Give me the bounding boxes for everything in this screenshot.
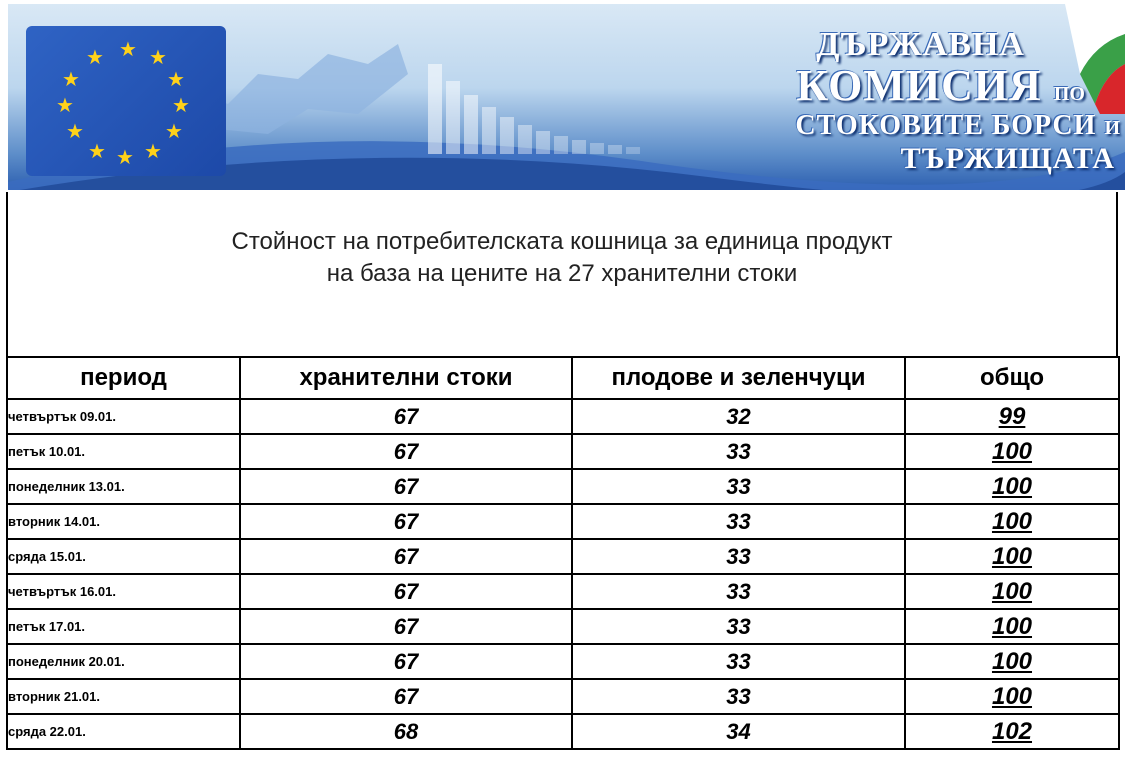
logo-line-2-small: ПО	[1053, 83, 1085, 105]
logo-line-2-main: КОМИСИЯ	[796, 61, 1042, 110]
svg-text:★: ★	[62, 67, 80, 91]
period-cell: сряда 15.01.	[7, 539, 240, 574]
svg-text:★: ★	[66, 119, 84, 143]
svg-text:★: ★	[88, 139, 106, 163]
svg-text:★: ★	[167, 67, 185, 91]
period-cell: сряда 22.01.	[7, 714, 240, 749]
logo-line-1: ДЪРЖАВНА	[816, 26, 1025, 63]
page-title-line-2: на база на цените на 27 хранителни стоки	[326, 260, 798, 287]
total-value-cell: 100	[905, 574, 1119, 609]
commission-logo	[785, 4, 1125, 190]
logo-line-3-main: СТОКОВИТЕ БОРСИ	[795, 110, 1097, 141]
svg-text:★: ★	[165, 119, 183, 143]
fruit-veg-value-cell: 33	[572, 609, 905, 644]
logo-line-3	[795, 110, 1121, 142]
period-cell: петък 17.01.	[7, 609, 240, 644]
food-value-cell: 67	[240, 399, 572, 434]
table-row	[7, 609, 1119, 644]
food-value-cell: 67	[240, 574, 572, 609]
svg-text:★: ★	[149, 45, 167, 69]
total-value-cell: 100	[905, 539, 1119, 574]
period-cell: петък 10.01.	[7, 434, 240, 469]
total-value-cell: 102	[905, 714, 1119, 749]
header-fruit-veg: плодове и зеленчуци	[572, 357, 905, 399]
fruit-veg-value-cell: 34	[572, 714, 905, 749]
fruit-veg-value-cell: 32	[572, 399, 905, 434]
table-row	[7, 399, 1119, 434]
page-title-line-1: Стойност на потребителската кошница за единица продукт	[231, 228, 893, 255]
food-value-cell: 67	[240, 539, 572, 574]
basket-table	[6, 356, 1120, 750]
fruit-veg-value-cell: 33	[572, 679, 905, 714]
logo-line-4: ТЪРЖИЩАТА	[900, 142, 1115, 175]
svg-text:★: ★	[119, 37, 137, 61]
period-cell: понеделник 13.01.	[7, 469, 240, 504]
svg-text:★: ★	[116, 145, 134, 169]
logo-line-3-small: И	[1104, 117, 1121, 139]
fruit-veg-value-cell: 33	[572, 434, 905, 469]
total-value-cell: 100	[905, 434, 1119, 469]
header-food: хранителни стоки	[240, 357, 572, 399]
table-row	[7, 644, 1119, 679]
table-header-row	[7, 357, 1119, 399]
eu-flag-icon	[26, 26, 226, 176]
table-row	[7, 574, 1119, 609]
svg-text:★: ★	[144, 139, 162, 163]
food-value-cell: 67	[240, 644, 572, 679]
period-cell: вторник 21.01.	[7, 679, 240, 714]
food-value-cell: 67	[240, 434, 572, 469]
header-total: общо	[905, 357, 1119, 399]
food-value-cell: 67	[240, 504, 572, 539]
svg-text:★: ★	[56, 93, 74, 117]
total-value-cell: 100	[905, 504, 1119, 539]
table-row	[7, 539, 1119, 574]
table-row	[7, 714, 1119, 749]
table-row	[7, 679, 1119, 714]
title-box	[6, 192, 1118, 356]
period-cell: понеделник 20.01.	[7, 644, 240, 679]
fruit-veg-value-cell: 33	[572, 644, 905, 679]
svg-text:★: ★	[172, 93, 190, 117]
period-cell: вторник 14.01.	[7, 504, 240, 539]
fruit-veg-value-cell: 33	[572, 469, 905, 504]
period-cell: четвъртък 16.01.	[7, 574, 240, 609]
svg-text:★: ★	[86, 45, 104, 69]
fruit-veg-value-cell: 33	[572, 504, 905, 539]
total-value-cell: 100	[905, 679, 1119, 714]
food-value-cell: 67	[240, 609, 572, 644]
total-value-cell: 100	[905, 609, 1119, 644]
period-cell: четвъртък 09.01.	[7, 399, 240, 434]
fruit-veg-value-cell: 33	[572, 539, 905, 574]
fruit-veg-value-cell: 33	[572, 574, 905, 609]
total-value-cell: 100	[905, 469, 1119, 504]
total-value-cell: 99	[905, 399, 1119, 434]
header-banner	[8, 4, 1125, 190]
logo-line-2	[796, 60, 1085, 111]
food-value-cell: 67	[240, 469, 572, 504]
food-value-cell: 67	[240, 679, 572, 714]
bar-graph-decoration	[428, 59, 688, 154]
table-row	[7, 434, 1119, 469]
table-row	[7, 504, 1119, 539]
table-row	[7, 469, 1119, 504]
food-value-cell: 68	[240, 714, 572, 749]
total-value-cell: 100	[905, 644, 1119, 679]
header-period: период	[7, 357, 240, 399]
table-body	[7, 399, 1119, 749]
